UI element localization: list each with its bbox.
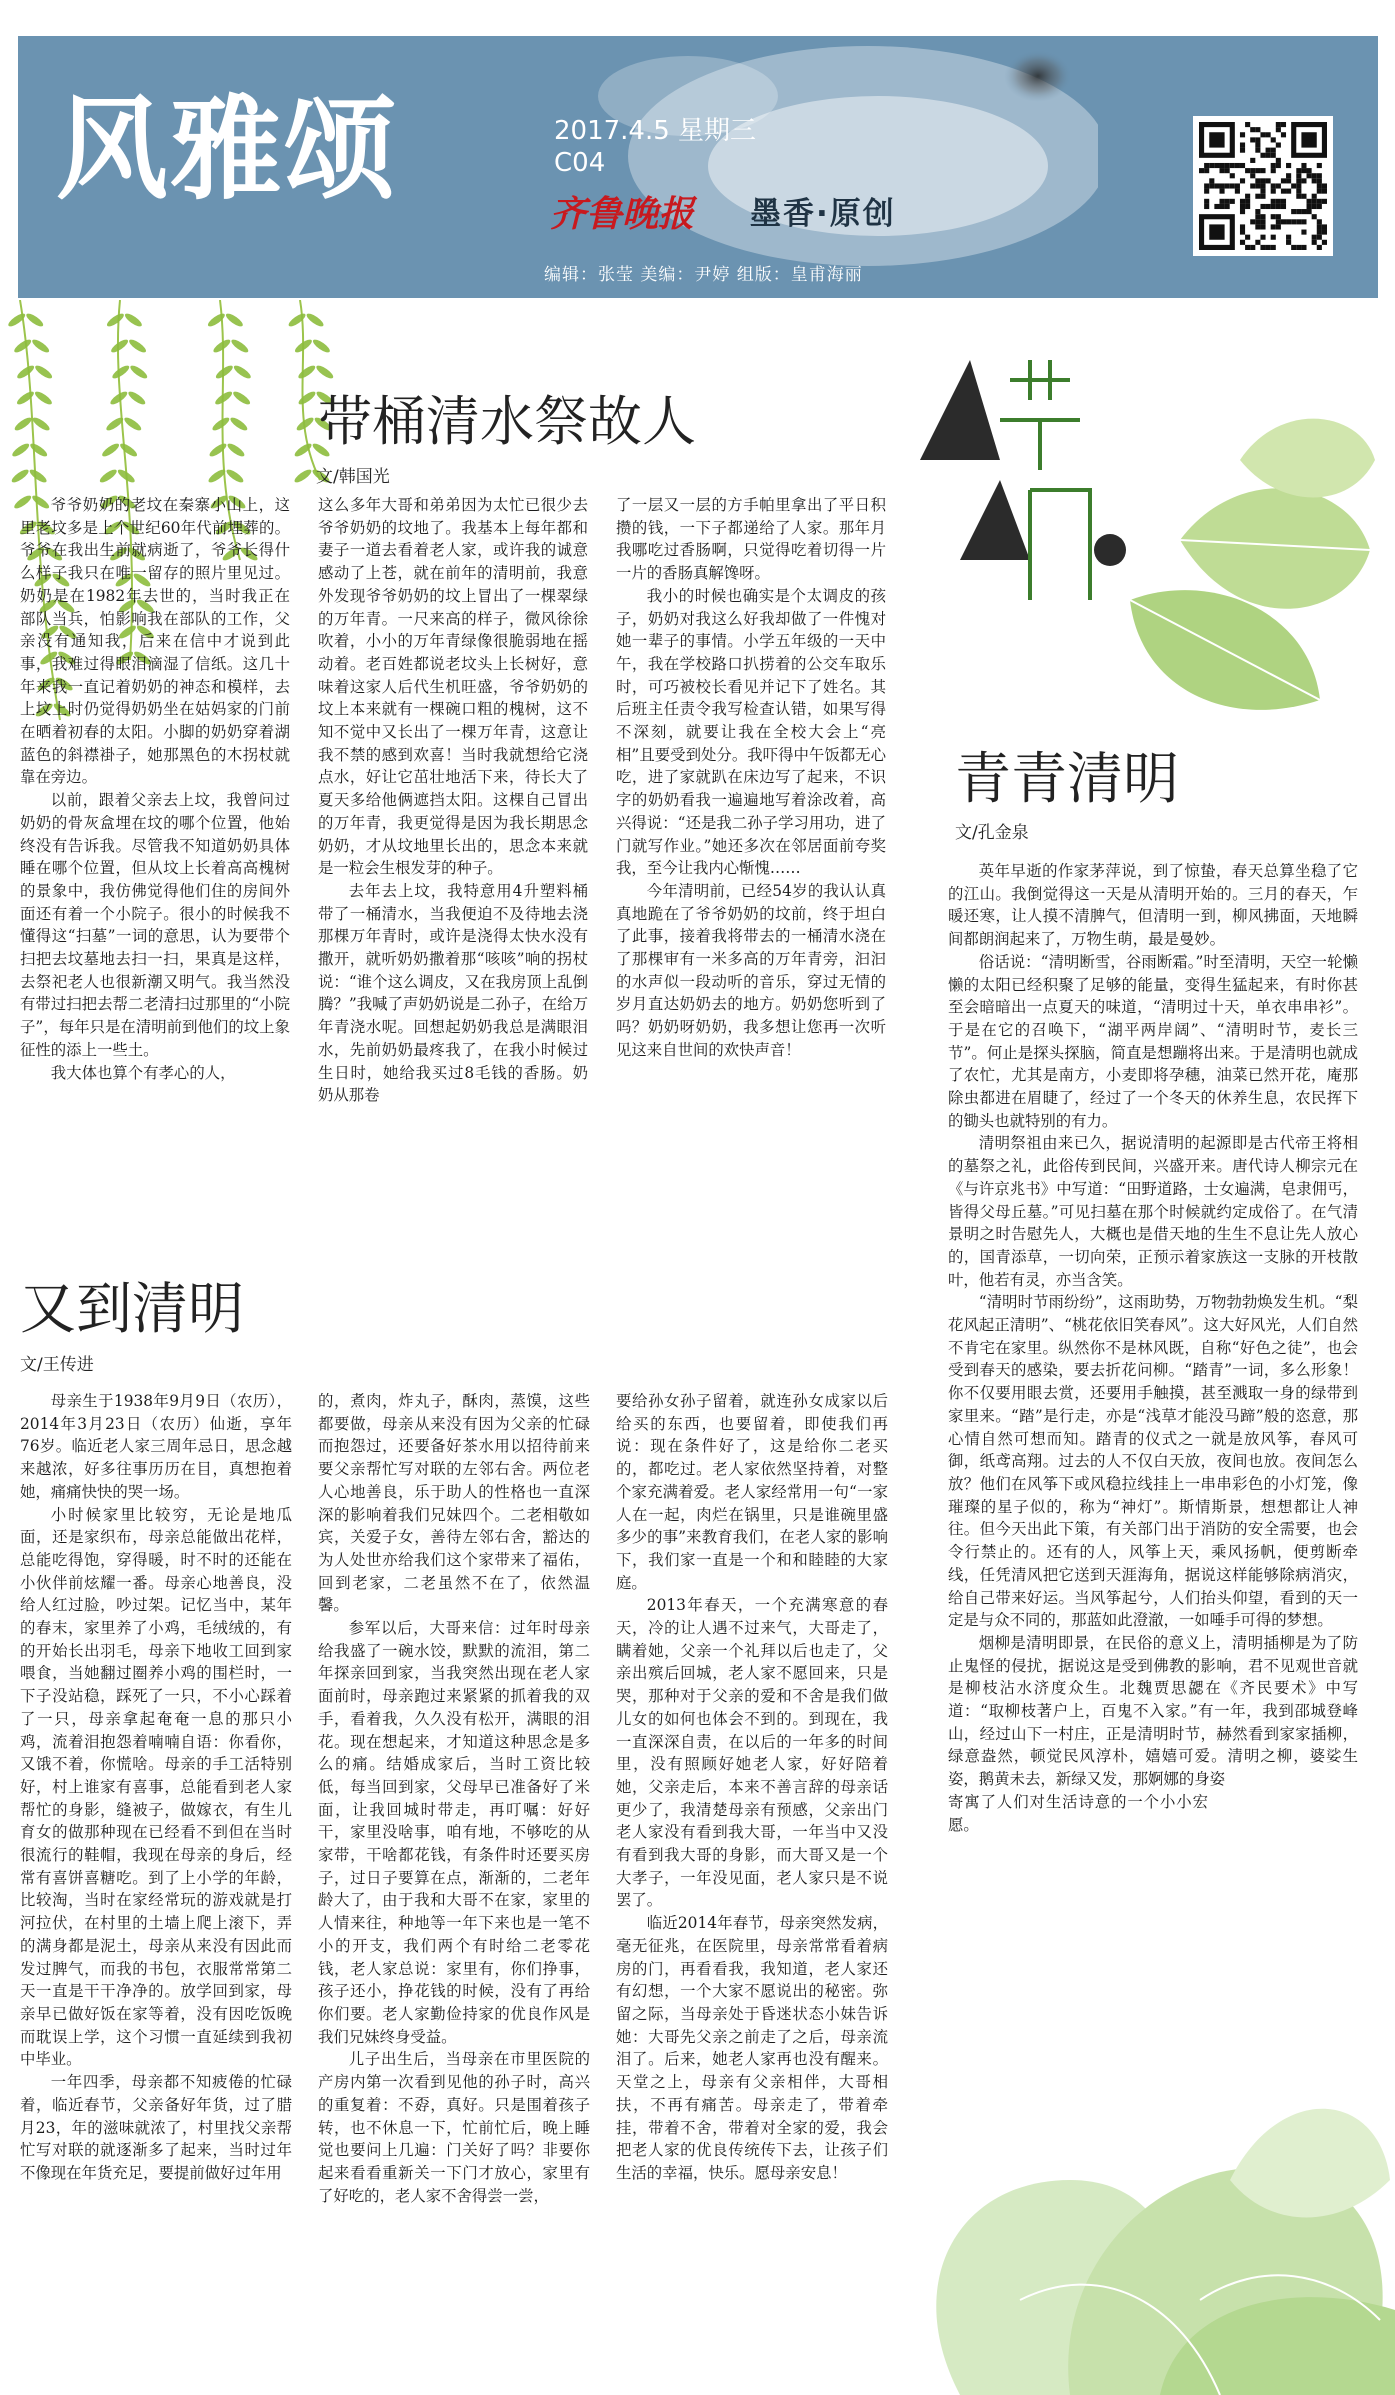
article-author-tong: 文/韩国光 — [316, 467, 390, 487]
paragraph: 要给孙女孙子留着，就连孙女成家以后给买的东西，也要留着，即使我们再说：现在条件好了，这是给你二老买的，都吃过。老人家依然坚持着，对整个家充满着爱。老人家经常用一句“一家人在一起，肉烂在锅里，只是谁碗里盛多少的事”来教育我们，在老人家的影响下，我们家一直是一个和和睦睦的大家庭。 — [616, 1392, 888, 1592]
qr-code[interactable] — [1193, 116, 1333, 256]
ming-glyph: 冂 — [940, 700, 941, 701]
paragraph: 小时候家里比较穷，无论是地瓜面，还是家织布，母亲总能做出花样，总能吃得饱，穿得暖，时不时的还能在小伙伴前炫耀一番。母亲心地善良，没给人红过脸，吵过架。记忆当中，某年的春末，家里养了小鸡，毛绒绒的，有的开始长出羽毛，母亲下地收工回到家喂食，当她翻过圈养小鸡的围栏时，一下子没站稳，踩死了一只，不小心踩着了一只，母亲拿起奄奄一息的那只小鸡，流着泪抱怨着喃喃自语：你看你，又饿不着，你慌啥。母亲的手工活特别好，村上谁家有喜事，总能看到老人家帮忙的身影，缝被子，做嫁衣，有生儿育女的做那种现在已经看不到但在当时很流行的鞋帽，我现在母亲的身后，经常有喜饼喜糖吃。到了上小学的年龄，比较淘，当时在家经常玩的游戏就是打河拉伏，在村里的土墙上爬上滚下，弄的满身都是泥土，母亲从来没有因此而发过脾气，而我的书包，衣服常常第二天一直是干干净净的。放学回到家，母亲早已做好饭在家等着，没有因吃饭晚而耽误上学，这个习惯一直延续到我初中毕业。 — [20, 1505, 292, 2069]
paragraph: 2013年春天，一个充满寒意的春天，冷的让人遇不过来气，大哥走了，瞒着她，父亲一个礼拜以后也走了，父亲出殡后回城，老人家不愿回来，只是哭，那种对于父亲的爱和不舍是我们做儿女的如何也体会不到的。到现在，我一直深深自责，在以后的一年多的时间里，没有照顾好她老人家，好好陪着她，父亲走后，本来不善言辞的母亲话更少了，我清楚母亲有预感，父亲出门老人家没有看到我大哥，一年当中又没有看到我大哥的身影，而大哥又是一个大孝子，一年没见面，老人家只是不说罢了。 — [616, 1596, 888, 1910]
ink-brush-decoration — [538, 36, 1098, 298]
paragraph: 烟柳是清明即景，在民俗的意义上，清明插柳是为了防止鬼怪的侵扰，据说这是受到佛教的影响，君不见观世音就是柳枝沾水济度众生。北魏贾思勰在《齐民要术》中写道：“取柳枝著户上，百鬼不入家。”有一年，我到邵城登峰山，经过山下一村庄，正是清明时节，赫然看到家家插柳，绿意盎然，顿觉民风淳朴，嬉嬉可爱。清明之柳，婆娑生姿，鹅黄未去，新绿又发，那婀娜的身姿 — [948, 1633, 1358, 1789]
paragraph: 一年四季，母亲都不知疲倦的忙碌着，临近春节，父亲备好年货，过了腊月23，年的滋味就浓了，村里找父亲帮忙写对联的就逐渐多了起来，当时过年不像现在年货充足，要提前做好过年用 — [20, 2073, 292, 2182]
article-column-tong-3 — [616, 494, 886, 1254]
paragraph: “清明时节雨纷纷”，这雨助势，万物勃勃焕发生机。“梨花风起正清明”、“桃花依旧笑春风”。这大好风光，人们自然不肯宅在家里。纵然你不是林风既，自称“好色之徒”，也会受到春天的感染，要去折花问柳。“踏青”一词，多么形象！你不仅要用眼去赏，还要用手触摸，甚至溅取一身的绿带到家里来。“踏”是行走，亦是“浅草才能没马蹄”般的恣意，那心情自然可想而知。踏青的仪式之一就是放风筝，春风可御，纸鸢高翔。过去的人不仅白天放，夜间也放。夜间怎么放？他们在风筝下或风稳拉线挂上一串串彩色的小灯笼，像璀璨的星子似的，称为“神灯”。斯情斯景，想想都让人神往。但今天出此下策，有关部门出于消防的安全需要，也会令行禁止的。还有的人，风筝上天，乘风扬帆，便剪断牵线，任凭清风把它送到天涯海角，据说这样能够除病消灾，给自己带来好运。当风筝起兮，人们抬头仰望，看到的天一定是与众不同的，那蓝如此澄澈，一如唾手可得的梦想。 — [948, 1293, 1358, 1630]
paragraph: 我大体也算个有孝心的人， — [50, 1063, 236, 1082]
article-column-youdao-3 — [616, 1390, 888, 2380]
article-author-youdao: 文/王传进 — [20, 1355, 94, 1375]
article-column-youdao-1 — [20, 1390, 292, 2380]
article-column-qingqing — [948, 860, 1358, 2210]
section-name: 墨香·原创 — [750, 196, 896, 232]
paragraph: 我小的时候也确实是个太调皮的孩子，奶奶对我这么好我却做了一件愧对她一辈子的事情。小学五年级的一天中午，我在学校路口扒捞着的公交车取乐时，可巧被校长看见并记下了姓名。其后班主任责令我写检查认错，如果写得不深刻，就要让我在全校大会上“亮相”且要受到处分。我吓得中午饭都无心吃，进了家就趴在床边写了起来，不识字的奶奶看我一遍遍地写着涂改着，高兴得说：“还是我二孙子学习用功，进了门就写作业。”她还多次在邻居面前夸奖我，至今让我内心惭愧…… — [616, 586, 886, 878]
column-title: 风雅颂 — [56, 85, 398, 215]
article-column-tong-2 — [318, 494, 588, 1254]
paragraph: 寄寓了人们对生活诗意的一个小小宏愿。 — [948, 1792, 1208, 1834]
issue-date: 2017.4.5 星期三 — [554, 116, 757, 146]
article-title-qingqing: 青青清明 — [955, 747, 1179, 812]
article-author-qingqing: 文/孔金泉 — [955, 823, 1029, 843]
editor-credits: 编辑：张莹 美编：尹婷 组版：皇甫海丽 — [544, 265, 863, 285]
page-number: C04 — [554, 148, 606, 178]
paragraph: 去年去上坟，我特意用4升塑料桶带了一桶清水，当我便迫不及待地去浇那棵万年青时，或许是浇得太快水没有撒开，就听奶奶撒着那“咳咳”响的拐杖说：“谁个这么调皮，又在我房顶上乱倒腾？”我喊了声奶奶说是二孙子，在给万年青浇水呢。回想起奶奶我总是满眼泪水，先前奶奶最疼我了，在我小时候过生日时，她给我买过8毛钱的香肠。奶奶从那卷 — [318, 881, 588, 1105]
article-title-youdao: 又到清明 — [20, 1277, 244, 1342]
paragraph: 了一层又一层的方手帕里拿出了平日积攒的钱，一下子都递给了人家。那年月我哪吃过香肠啊，只觉得吃着切得一片一片的香肠真解馋呀。 — [616, 496, 886, 583]
paragraph: 清明祭祖由来已久，据说清明的起源即是古代帝王将相的墓祭之礼，此俗传到民间，兴盛开来。唐代诗人柳宗元在《与许京兆书》中写道：“田野道路，士女遍满，皂隶佣丐，皆得父母丘墓。”可见扫墓在那个时候就约定成俗了。在气清景明之时告慰先人，大概也是借天地的生生不息让先人放心的，国青添草，一切向荣，正预示着家族这一支脉的开枝散叶，他若有灵，亦当含笑。 — [948, 1134, 1358, 1289]
paragraph: 这么多年大哥和弟弟因为太忙已很少去爷爷奶奶的坟地了。我基本上每年都和妻子一道去看着老人家，或许我的诚意感动了上苍，就在前年的清明前，我意外发现爷爷奶奶的坟上冒出了一棵翠绿的万年青。一尺来高的样子，微风徐徐吹着，小小的万年青绿像很脆弱地在摇动着。老百姓都说老坟头上长树好，意味着这家人后代生机旺盛，爷爷奶奶的坟上本来就有一棵碗口粗的槐树，这不知不觉中又长出了一棵万年青，这意让我不禁的感到欢喜！当时我就想给它浇点水，好让它茁壮地活下来，待长大了夏天多给他俩遮挡太阳。这棵自己冒出的万年青，我更觉得是因为我长期思念奶奶，才从坟地里长出的，思念本来就是一粒会生根发芽的种子。 — [318, 496, 588, 878]
paragraph: 俗话说：“清明断雪，谷雨断霜。”时至清明，天空一轮懒懒的太阳已经积聚了足够的能量，变得生猛起来，有时你甚至会暗暗出一点夏天的味道，“清明过十天，单衣串串衫”。于是在它的召唤下，“湖平两岸阔”、“清明时节，麦长三节”。何止是探头探脑，简直是想蹦将出来。于是清明也就成了农忙，尤其是南方，小麦即将孕穗，油菜已然开花，庵那除虫都进在眉睫了，经过了一个冬天的休养生息，农民挥下的锄头也就特别的有力。 — [948, 952, 1358, 1130]
paragraph: 今年清明前，已经54岁的我认认真真地跪在了爷爷奶奶的坟前，终于坦白了此事，接着我将带去的一桶清水浇在了那棵审有一米多高的万年青旁，汩汩的水声似一段动听的音乐，穿过无情的岁月直达奶奶去的地方。奶奶您听到了吗？奶奶呀奶奶，我多想让您再一次听见这来自世间的欢快声音！ — [616, 881, 886, 1059]
article-column-tong-1 — [20, 494, 290, 1254]
newspaper-name: 齐鲁晚报 — [550, 193, 695, 235]
qing-glyph: 丰 — [940, 690, 941, 691]
qr-code-icon — [1199, 122, 1327, 250]
article-column-youdao-2 — [318, 1390, 590, 2380]
green-leaves-decoration — [880, 340, 1380, 760]
paragraph: 英年早逝的作家茅萍说，到了惊蛰，春天总算坐稳了它的江山。我倒觉得这一天是从清明开始的。三月的春天，乍暖还寒，让人摸不清脾气，但清明一到，柳风拂面，天地瞬间都朗润起来了，万物生萌，最是曼妙。 — [948, 862, 1358, 949]
paragraph: 以前，跟着父亲去上坟，我曾问过奶奶的骨灰盒埋在坟的哪个位置，他始终没有告诉我。尽管我不知道奶奶具体睡在哪个位置，但从坟上长着高高槐树的景象中，我仿佛觉得他们住的房间外面还有着一个小院子。很小的时候我不懂得这“扫墓”一词的意思，认为要带个扫把去坟墓地去扫一扫，果真是这样，去祭祀老人也很新潮又明气。我当然没有带过扫把去帮二老清扫过那里的“小院子”，每年只是在清明前到他们的坟上象征性的添上一些土。 — [20, 791, 290, 1059]
paragraph: 参军以后，大哥来信：过年时母亲给我盛了一碗水饺，默默的流泪，第二年探亲回到家，当我突然出现在老人家面前时，母亲跑过来紧紧的抓着我的双手，看着我，久久没有松开，满眼的泪花。现在想起来，才知道这种思念是多么的痛。结婚成家后，当时工资比较低，每当回到家，父母早已准备好了米面，让我回城时带走，再叮嘱：好好干，家里没啥事，咱有地，不够吃的从家带，干啥都花钱，有条件时还要买房子，过日子要算在点，渐渐的，二老年龄大了，由于我和大哥不在家，家里的人情来往，种地等一年下来也是一笔不小的开支，我们两个有时给二老零花钱，老人家总说：家里有，你们挣事，孩子还小，挣花钱的时候，没有了再给你们要。老人家勤俭持家的优良作风是我们兄妹终身受益。 — [318, 1619, 590, 2046]
article-title-tong: 带桶清水祭故人 — [318, 390, 696, 453]
paragraph: 爷爷奶奶的老坟在秦寨小山上，这里老坟多是上个世纪60年代前埋葬的。爷爷在我出生前就病逝了，爷爷长得什么样子我只在唯一留存的照片里见过。奶奶是在1982年去世的，当时我正在部队当兵，怕影响我在部队的工作，父亲没有通知我，后来在信中才说到此事，我难过得眼泪滴湿了信纸。这几十年来我一直记着奶奶的神态和模样，去上坟上时仍觉得奶奶坐在姑妈家的门前在晒着初春的太阳。小脚的奶奶穿着湖蓝色的斜襟褂子，她那黑色的木拐杖就靠在旁边。 — [20, 496, 290, 787]
paragraph: 儿子出生后，当母亲在市里医院的产房内第一次看到见他的孙子时，高兴的重复着：不孬，真好。只是围着孩子转，也不休息一下，忙前忙后，晚上睡觉也要问上几遍：门关好了吗？非要你起来看看重新关一下门才放心，家里有了好吃的，老人家不舍得尝一尝， — [318, 2050, 590, 2205]
masthead — [18, 36, 1378, 298]
paragraph: 临近2014年春节，母亲突然发病，毫无征兆，在医院里，母亲常常看着病房的门，再看看我，我知道，老人家还有幻想，一个大家不愿说出的秘密。弥留之际，当母亲处于昏迷状态小妹告诉她：大哥先父亲之前走了之后，母亲流泪了。后来，她老人家再也没有醒来。天堂之上，母亲有父亲相伴，大哥相扶，不再有痛苦。母亲走了，带着牵挂，带着不舍，带着对全家的爱，我会把老人家的优良传统传下去，让孩子们生活的幸福，快乐。愿母亲安息！ — [616, 1914, 888, 2182]
paragraph: 母亲生于1938年9月9日（农历），2014年3月23日（农历）仙逝，享年76岁。临近老人家三周年忌日，思念越来越浓，好多往事历历在目，真想抱着她，痛痛快快的哭一场。 — [20, 1392, 292, 1501]
paragraph: 的，煮肉，炸丸子，酥肉，蒸馍，这些都要做，母亲从来没有因为父亲的忙碌而抱怨过，还要备好茶水用以招待前来要父亲帮忙写对联的左邻右舍。两位老人心地善良，乐于助人的性格也一直深深的影响着我们兄妹四个。二老相敬如宾，关爱子女，善待左邻右舍，豁达的为人处世亦给我们这个家带来了福佑，回到老家，二老虽然不在了，依然温馨。 — [318, 1392, 590, 1615]
